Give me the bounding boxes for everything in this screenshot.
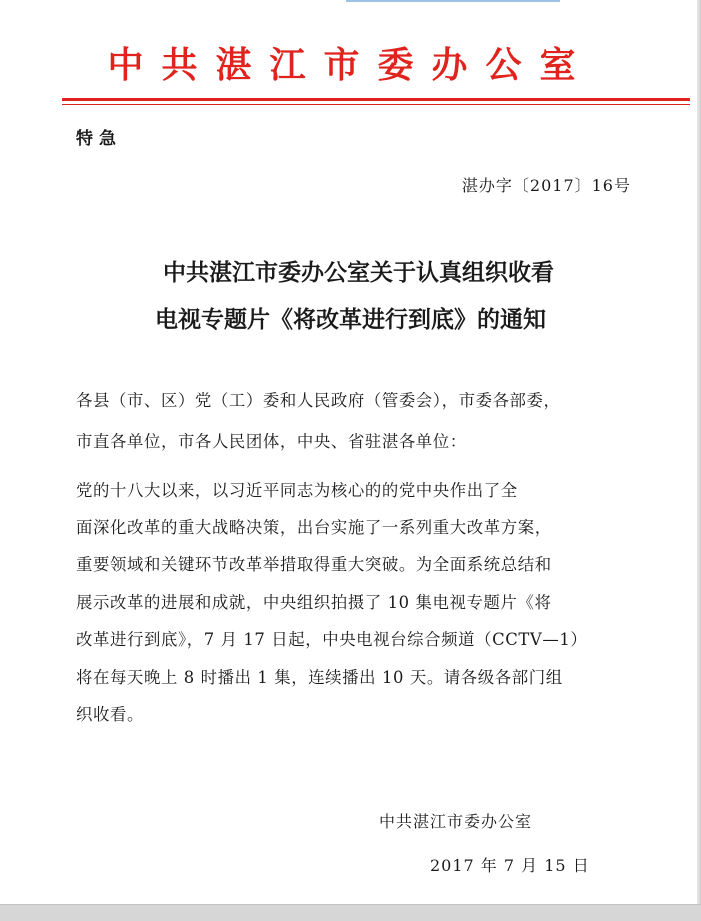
- document-title-line-1: 中共湛江市委办公室关于认真组织收看: [163, 260, 554, 286]
- header-red-rule-thick: [62, 98, 690, 101]
- body-paragraph-line: 重要领域和关键环节改革举措取得重大突破。为全面系统总结和: [76, 555, 552, 574]
- urgency-label: 特急: [76, 129, 122, 149]
- document-number: 湛办字〔2017〕16号: [461, 176, 631, 195]
- salutation-line: 各县（市、区）党（工）委和人民政府（管委会），市委各部委，: [76, 391, 561, 410]
- body-paragraph-line: 面深化改革的重大战略决策，出台实施了一系列重大改革方案，: [76, 518, 552, 537]
- header-red-rule-thin: [62, 104, 690, 105]
- body-paragraph-line: 改革进行到底》，7 月 17 日起，中央电视台综合频道（CCTV—1）: [76, 630, 588, 649]
- salutation-line: 市直各单位，市各人民团体，中央、省驻湛各单位：: [76, 432, 467, 451]
- body-paragraph-line: 展示改革的进展和成就，中央组织拍摄了 10 集电视专题片《将: [76, 593, 552, 612]
- body-paragraph-line: 将在每天晚上 8 时播出 1 集，连续播出 10 天。请各级各部门组: [76, 668, 563, 687]
- top-accent-bar: [346, 0, 560, 2]
- signature-date: 2017 年 7 月 15 日: [430, 856, 590, 875]
- viewer-bottom-strip: [0, 904, 701, 921]
- body-paragraph-line: 党的十八大以来，以习近平同志为核心的的党中央作出了全: [76, 481, 518, 500]
- page-edge-shadow: [697, 0, 701, 905]
- document-header-org: 中共湛江市委办公室: [107, 44, 594, 86]
- signature-org: 中共湛江市委办公室: [379, 812, 533, 831]
- body-paragraph-line: 织收看。: [76, 705, 144, 724]
- document-title-line-2: 电视专题片《将改革进行到底》的通知: [155, 307, 546, 333]
